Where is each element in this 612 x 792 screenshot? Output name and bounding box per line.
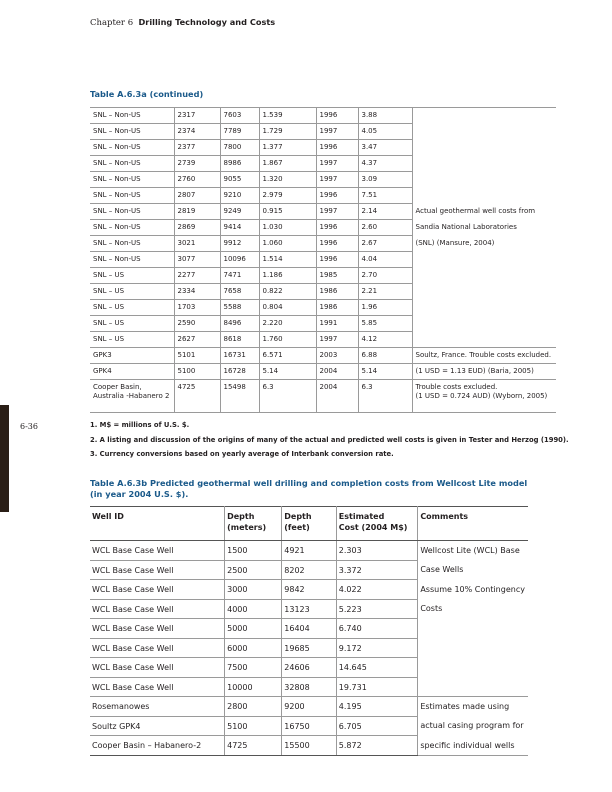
table-cell: 1996 — [316, 220, 358, 236]
table-cell: 7800 — [220, 140, 259, 156]
comment-cell: Wellcost Lite (WCL) Base — [420, 546, 520, 555]
table-cell: 2.21 — [358, 284, 412, 300]
table-cell: 1.320 — [259, 172, 316, 188]
table-cell: 2334 — [174, 284, 220, 300]
table-b-title-line2: (in year 2004 U.S. $). — [90, 489, 189, 499]
chapter-title: Drilling Technology and Costs — [138, 17, 276, 27]
table-cell: 4.04 — [358, 252, 412, 268]
comment-cell: Assume 10% Contingency — [420, 584, 525, 594]
table-row — [90, 204, 556, 220]
table-cell: SNL – US — [90, 332, 174, 348]
table-cell: 2590 — [174, 316, 220, 332]
table-cell: 2819 — [174, 204, 220, 220]
table-cell: 2869 — [174, 220, 220, 236]
table-cell: 2004 — [316, 364, 358, 380]
table-cell: 7471 — [220, 268, 259, 284]
table-row — [90, 541, 528, 561]
table-cell: 3.372 — [336, 560, 418, 580]
table-row — [90, 316, 556, 332]
table-cell: 0.804 — [259, 300, 316, 316]
table-cell: 2.67 — [358, 236, 412, 252]
table-cell: SNL – Non-US — [90, 220, 174, 236]
table-cell: Rosemanowes — [90, 697, 225, 717]
table-cell: 9055 — [220, 172, 259, 188]
table-row — [90, 580, 528, 600]
table-cell: WCL Base Case Well — [90, 658, 225, 678]
table-cell: 1.760 — [259, 332, 316, 348]
table-cell: 2004 — [316, 380, 358, 413]
table-cell: SNL – US — [90, 300, 174, 316]
table-b-title — [90, 478, 527, 500]
table-cell: 9842 — [282, 580, 337, 600]
table-cell: SNL – Non-US — [90, 108, 174, 124]
table-cell: 8618 — [220, 332, 259, 348]
table-cell: SNL – US — [90, 268, 174, 284]
table-cell: 3000 — [225, 580, 282, 600]
comment-cell: Actual geothermal well costs from — [415, 206, 536, 215]
table-row — [90, 677, 528, 697]
table-cell: 1986 — [316, 300, 358, 316]
table-cell: 16750 — [282, 716, 337, 736]
table-cell: SNL – US — [90, 284, 174, 300]
table-cell: 1996 — [316, 188, 358, 204]
note-2: 2. A listing and discussion of the origins of many of the actual and predicted well costs is given in Tester and Herzog (1990). — [90, 435, 569, 444]
table-cell: 9912 — [220, 236, 259, 252]
table-row — [90, 380, 556, 413]
table-cell: 1.539 — [259, 108, 316, 124]
table-cell: 1.060 — [259, 236, 316, 252]
table-cell: SNL – Non-US — [90, 172, 174, 188]
table-cell: 5.223 — [336, 599, 418, 619]
table-cell: 5.14 — [358, 364, 412, 380]
table-cell: 1997 — [316, 204, 358, 220]
table-cell: 1986 — [316, 284, 358, 300]
table-cell: 2739 — [174, 156, 220, 172]
table-cell: WCL Base Case Well — [90, 560, 225, 580]
table-cell: 3.09 — [358, 172, 412, 188]
table-row — [90, 638, 528, 658]
table-cell: 0.822 — [259, 284, 316, 300]
table-row — [90, 736, 528, 756]
table-cell: 4.022 — [336, 580, 418, 600]
table-cell: 1500 — [225, 541, 282, 561]
table-cell: 1997 — [316, 172, 358, 188]
table-row — [90, 140, 556, 156]
page-number: 6-36 — [20, 422, 38, 431]
table-cell: 9200 — [282, 697, 337, 717]
table-cell: WCL Base Case Well — [90, 580, 225, 600]
table-cell: GPK3 — [90, 348, 174, 364]
table-cell: WCL Base Case Well — [90, 541, 225, 561]
table-cell: 4.12 — [358, 332, 412, 348]
table-row — [90, 599, 528, 619]
table-cell: 2317 — [174, 108, 220, 124]
header-well-id: Well ID — [90, 507, 225, 541]
table-cell: 5.14 — [259, 364, 316, 380]
table-row — [90, 332, 556, 348]
table-row — [90, 300, 556, 316]
table-row — [90, 124, 556, 140]
table-cell: 16728 — [220, 364, 259, 380]
comment-cell — [412, 252, 556, 268]
chapter-label: Chapter 6 — [90, 18, 134, 28]
table-cell: Cooper Basin, Australia -Habanero 2 — [90, 380, 174, 413]
table-cell: 1996 — [316, 140, 358, 156]
table-cell: 4.195 — [336, 697, 418, 717]
comment-cell — [418, 619, 528, 639]
table-cell: 1997 — [316, 156, 358, 172]
table-cell: SNL – Non-US — [90, 252, 174, 268]
table-row — [90, 716, 528, 736]
comment-cell: actual casing program for — [420, 721, 524, 730]
comment-cell — [412, 316, 556, 332]
table-row — [90, 619, 528, 639]
table-row — [90, 236, 556, 252]
comment-cell: specific individual wells — [418, 736, 528, 756]
table-cell: 5.872 — [336, 736, 418, 756]
table-cell: 7.51 — [358, 188, 412, 204]
table-cell: 4725 — [225, 736, 282, 756]
table-cell: 2800 — [225, 697, 282, 717]
table-row — [90, 108, 556, 124]
comment-cell — [418, 677, 528, 697]
comment-cell — [412, 188, 556, 204]
table-cell: 4.37 — [358, 156, 412, 172]
comment-cell — [412, 124, 556, 140]
comment-cell — [412, 140, 556, 156]
table-cell: 6.3 — [358, 380, 412, 413]
comment-cell — [412, 156, 556, 172]
comment-cell — [412, 300, 556, 316]
table-cell: 9210 — [220, 188, 259, 204]
table-cell: 8496 — [220, 316, 259, 332]
table-cell: 6.571 — [259, 348, 316, 364]
table-cell: 2.70 — [358, 268, 412, 284]
table-b-header-row — [90, 507, 528, 541]
table-row — [90, 364, 556, 380]
table-cell: 2760 — [174, 172, 220, 188]
table-cell: 5100 — [225, 716, 282, 736]
table-cell: WCL Base Case Well — [90, 599, 225, 619]
comment-cell: Trouble costs excluded. (1 USD = 0.724 AUD) (Wyborn, 2005) — [412, 380, 556, 413]
table-cell: 10000 — [225, 677, 282, 697]
table-cell: 7500 — [225, 658, 282, 678]
table-cell: 2.60 — [358, 220, 412, 236]
header-depth-m: Depth (meters) — [225, 507, 282, 541]
table-cell: 19.731 — [336, 677, 418, 697]
table-cell: 4921 — [282, 541, 337, 561]
table-cell: 7658 — [220, 284, 259, 300]
table-cell: 2807 — [174, 188, 220, 204]
table-cell: 2374 — [174, 124, 220, 140]
table-cell: 2627 — [174, 332, 220, 348]
table-row — [90, 658, 528, 678]
table-cell: 1991 — [316, 316, 358, 332]
table-cell: 0.915 — [259, 204, 316, 220]
table-cell: 2.14 — [358, 204, 412, 220]
comment-cell: Costs — [420, 604, 443, 613]
table-row — [90, 172, 556, 188]
comment-cell — [412, 108, 556, 124]
table-cell: 2.979 — [259, 188, 316, 204]
comment-cell — [412, 284, 556, 300]
table-cell: 1997 — [316, 332, 358, 348]
comment-cell — [412, 172, 556, 188]
table-cell: SNL – Non-US — [90, 156, 174, 172]
table-cell: 1703 — [174, 300, 220, 316]
table-cell: 15498 — [220, 380, 259, 413]
table-cell: 1.186 — [259, 268, 316, 284]
table-cell: 2500 — [225, 560, 282, 580]
table-cell: 3077 — [174, 252, 220, 268]
table-cell: 32808 — [282, 677, 337, 697]
table-cell: 6.740 — [336, 619, 418, 639]
table-cell: 2.303 — [336, 541, 418, 561]
table-cell: WCL Base Case Well — [90, 638, 225, 658]
table-cell: 1997 — [316, 124, 358, 140]
running-head — [90, 17, 275, 28]
table-cell: WCL Base Case Well — [90, 619, 225, 639]
table-row — [90, 268, 556, 284]
table-cell: 8986 — [220, 156, 259, 172]
table-cell: 10096 — [220, 252, 259, 268]
table-notes — [90, 418, 569, 462]
comment-cell: Sandia National Laboratories — [415, 222, 517, 231]
table-row — [90, 220, 556, 236]
table-cell: WCL Base Case Well — [90, 677, 225, 697]
header-comments: Comments — [418, 507, 528, 541]
table-cell: 15500 — [282, 736, 337, 756]
table-row — [90, 284, 556, 300]
table-cell: 5100 — [174, 364, 220, 380]
table-cell: Cooper Basin – Habanero-2 — [90, 736, 225, 756]
table-cell: 19685 — [282, 638, 337, 658]
table-cell: SNL – Non-US — [90, 140, 174, 156]
table-cell: 2377 — [174, 140, 220, 156]
table-cell: SNL – US — [90, 316, 174, 332]
table-cell: 2.220 — [259, 316, 316, 332]
table-cell: 9.172 — [336, 638, 418, 658]
table-cell: 16404 — [282, 619, 337, 639]
table-cell: 1.514 — [259, 252, 316, 268]
table-cell: 9249 — [220, 204, 259, 220]
table-cell: 16731 — [220, 348, 259, 364]
comment-cell — [412, 268, 556, 284]
table-row — [90, 560, 528, 580]
table-cell: 7789 — [220, 124, 259, 140]
table-cell: 2277 — [174, 268, 220, 284]
table-cell: 6.88 — [358, 348, 412, 364]
table-cell: 3021 — [174, 236, 220, 252]
table-cell: 1996 — [316, 252, 358, 268]
table-cell: 14.645 — [336, 658, 418, 678]
table-a — [90, 107, 556, 413]
table-cell: 1.729 — [259, 124, 316, 140]
comment-cell — [412, 332, 556, 348]
header-depth-ft: Depth (feet) — [282, 507, 337, 541]
comment-cell: Case Wells — [420, 565, 464, 574]
table-cell: SNL – Non-US — [90, 188, 174, 204]
table-cell: 1996 — [316, 236, 358, 252]
table-cell: Soultz GPK4 — [90, 716, 225, 736]
table-cell: 1.377 — [259, 140, 316, 156]
table-row — [90, 348, 556, 364]
table-cell: 5101 — [174, 348, 220, 364]
header-cost: Estimated Cost (2004 M$) — [336, 507, 418, 541]
table-a-title: Table A.6.3a (continued) — [90, 89, 204, 99]
table-cell: 1996 — [316, 108, 358, 124]
comment-cell — [418, 658, 528, 678]
table-cell: 1985 — [316, 268, 358, 284]
table-cell: 1.030 — [259, 220, 316, 236]
table-b-title-line1: Table A.6.3b Predicted geothermal well drilling and completion costs from Wellcost Lite model — [90, 478, 528, 488]
table-cell: GPK4 — [90, 364, 174, 380]
comment-cell: (SNL) (Mansure, 2004) — [415, 238, 495, 247]
table-cell: 8202 — [282, 560, 337, 580]
table-cell: 1.96 — [358, 300, 412, 316]
table-row — [90, 252, 556, 268]
comment-cell: Soultz, France. Trouble costs excluded. — [412, 348, 556, 364]
note-1: 1. M$ = millions of U.S. $. — [90, 421, 190, 429]
table-row — [90, 156, 556, 172]
table-row — [90, 697, 528, 717]
comment-cell: Estimates made using — [418, 697, 528, 717]
table-cell: 3.47 — [358, 140, 412, 156]
table-cell: 2003 — [316, 348, 358, 364]
table-cell: 6.705 — [336, 716, 418, 736]
comment-cell — [418, 638, 528, 658]
table-cell: 6.3 — [259, 380, 316, 413]
table-cell: 24606 — [282, 658, 337, 678]
table-cell: 5588 — [220, 300, 259, 316]
table-cell: 6000 — [225, 638, 282, 658]
table-cell: SNL – Non-US — [90, 204, 174, 220]
table-cell: 7603 — [220, 108, 259, 124]
table-b — [90, 506, 528, 756]
table-cell: 1.867 — [259, 156, 316, 172]
table-cell: 4000 — [225, 599, 282, 619]
table-cell: 9414 — [220, 220, 259, 236]
table-cell: SNL – Non-US — [90, 236, 174, 252]
table-cell: 5.85 — [358, 316, 412, 332]
comment-cell: (1 USD = 1.13 EUD) (Baria, 2005) — [412, 364, 556, 380]
table-cell: 5000 — [225, 619, 282, 639]
table-cell: 13123 — [282, 599, 337, 619]
note-3: 3. Currency conversions based on yearly average of Interbank conversion rate. — [90, 450, 394, 458]
table-cell: 4725 — [174, 380, 220, 413]
table-cell: 3.88 — [358, 108, 412, 124]
table-cell: 4.05 — [358, 124, 412, 140]
table-row — [90, 188, 556, 204]
table-cell: SNL – Non-US — [90, 124, 174, 140]
side-tab-bar — [0, 405, 9, 512]
